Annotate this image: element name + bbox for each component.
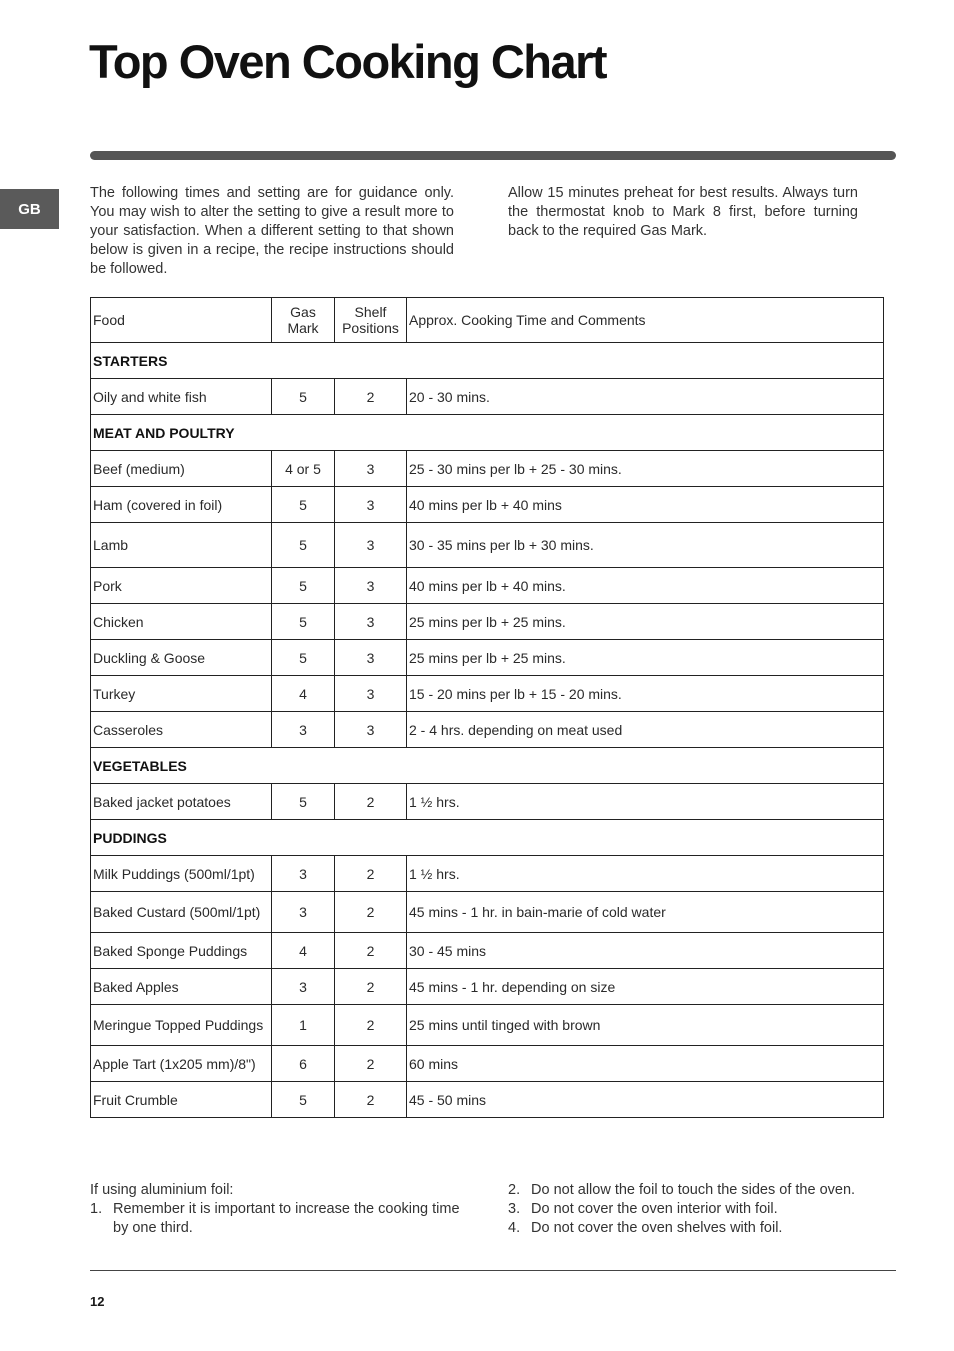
list-item-text: Do not cover the oven shelves with foil. xyxy=(531,1220,783,1236)
cell-shelf: 3 xyxy=(335,451,407,487)
section-label: VEGETABLES xyxy=(91,748,884,784)
cell-shelf: 2 xyxy=(335,1082,407,1118)
cell-food: Chicken xyxy=(91,604,272,640)
cell-shelf: 2 xyxy=(335,969,407,1005)
table-row xyxy=(91,712,884,748)
table-row xyxy=(91,487,884,523)
cell-shelf: 2 xyxy=(335,1046,407,1082)
cell-time: 25 mins until tinged with brown xyxy=(407,1005,884,1046)
cell-shelf: 2 xyxy=(335,933,407,969)
intro-left-text: The following times and setting are for guidance only. You may wish to alter the setting to give a result more to your satisfaction. When a different setting to that shown below is given in a recipe, the recipe instructions should be followed. xyxy=(90,185,454,277)
table-row xyxy=(91,969,884,1005)
cell-shelf: 3 xyxy=(335,568,407,604)
page-number: 12 xyxy=(90,1294,105,1309)
table-row xyxy=(91,1082,884,1118)
section-row-starters xyxy=(91,343,884,379)
cell-food: Pork xyxy=(91,568,272,604)
table-row xyxy=(91,523,884,568)
cell-gas-mark: 5 xyxy=(272,379,335,415)
table-row xyxy=(91,892,884,933)
section-label: STARTERS xyxy=(91,343,884,379)
cell-gas-mark: 5 xyxy=(272,604,335,640)
cell-food: Apple Tart (1x205 mm)/8") xyxy=(91,1046,272,1082)
cell-time: 1 ½ hrs. xyxy=(407,856,884,892)
title-divider xyxy=(90,151,896,160)
table-row xyxy=(91,676,884,712)
list-item-number: 4. xyxy=(508,1220,521,1236)
cell-time: 30 - 35 mins per lb + 30 mins. xyxy=(407,523,884,568)
cell-food: Meringue Topped Puddings xyxy=(91,1005,272,1046)
cell-time: 1 ½ hrs. xyxy=(407,784,884,820)
cell-food: Beef (medium) xyxy=(91,451,272,487)
list-item xyxy=(508,1219,898,1238)
cell-food: Turkey xyxy=(91,676,272,712)
list-item xyxy=(508,1181,898,1200)
list-item-text: Do not allow the foil to touch the sides of the oven. xyxy=(531,1182,856,1198)
cell-time: 2 - 4 hrs. depending on meat used xyxy=(407,712,884,748)
cell-shelf: 3 xyxy=(335,604,407,640)
cell-time: 15 - 20 mins per lb + 15 - 20 mins. xyxy=(407,676,884,712)
section-row-vegetables xyxy=(91,748,884,784)
cell-time: 60 mins xyxy=(407,1046,884,1082)
intro-right-text: Allow 15 minutes preheat for best results. Always turn the thermostat knob to Mark 8 first, before turning back to the required Gas Mark. xyxy=(508,185,858,239)
cell-gas-mark: 5 xyxy=(272,784,335,820)
cell-time: 20 - 30 mins. xyxy=(407,379,884,415)
cell-food: Casseroles xyxy=(91,712,272,748)
cooking-chart-table xyxy=(90,297,884,1118)
cell-gas-mark: 4 xyxy=(272,933,335,969)
cell-food: Oily and white fish xyxy=(91,379,272,415)
foil-heading: If using aluminium foil: xyxy=(90,1182,234,1198)
list-item xyxy=(90,1200,470,1238)
cell-time: 45 mins - 1 hr. in bain-marie of cold water xyxy=(407,892,884,933)
cell-shelf: 2 xyxy=(335,892,407,933)
footer-divider xyxy=(90,1270,896,1271)
section-row-meat-poultry xyxy=(91,415,884,451)
cell-food: Ham (covered in foil) xyxy=(91,487,272,523)
table-row xyxy=(91,1005,884,1046)
cell-food: Fruit Crumble xyxy=(91,1082,272,1118)
table-row xyxy=(91,1046,884,1082)
cell-gas-mark: 3 xyxy=(272,856,335,892)
table-row xyxy=(91,379,884,415)
cell-shelf: 3 xyxy=(335,523,407,568)
cell-gas-mark: 3 xyxy=(272,712,335,748)
cell-food: Lamb xyxy=(91,523,272,568)
table-row xyxy=(91,784,884,820)
cell-gas-mark: 1 xyxy=(272,1005,335,1046)
table-row xyxy=(91,933,884,969)
cell-time: 45 mins - 1 hr. depending on size xyxy=(407,969,884,1005)
table-row xyxy=(91,856,884,892)
foil-notes-right xyxy=(508,1181,898,1238)
cell-shelf: 3 xyxy=(335,640,407,676)
cell-gas-mark: 5 xyxy=(272,568,335,604)
cell-shelf: 3 xyxy=(335,676,407,712)
cell-time: 25 mins per lb + 25 mins. xyxy=(407,604,884,640)
list-item-text: Do not cover the oven interior with foil. xyxy=(531,1201,778,1217)
header-shelf-positions: Shelf Positions xyxy=(335,298,407,343)
foil-notes-left xyxy=(90,1181,470,1238)
cell-gas-mark: 4 xyxy=(272,676,335,712)
cell-gas-mark: 5 xyxy=(272,487,335,523)
cell-food: Baked Custard (500ml/1pt) xyxy=(91,892,272,933)
list-item-number: 1. xyxy=(90,1201,103,1217)
cell-shelf: 2 xyxy=(335,379,407,415)
list-item-number: 2. xyxy=(508,1182,521,1198)
cell-gas-mark: 5 xyxy=(272,1082,335,1118)
header-cooking-time: Approx. Cooking Time and Comments xyxy=(407,298,884,343)
section-label: MEAT AND POULTRY xyxy=(91,415,884,451)
header-food: Food xyxy=(91,298,272,343)
page-title: Top Oven Cooking Chart xyxy=(89,35,607,88)
table-row xyxy=(91,604,884,640)
table-row xyxy=(91,640,884,676)
cell-gas-mark: 3 xyxy=(272,969,335,1005)
cell-time: 45 - 50 mins xyxy=(407,1082,884,1118)
cell-time: 40 mins per lb + 40 mins xyxy=(407,487,884,523)
language-tab: GB xyxy=(0,189,59,229)
header-gas-mark: Gas Mark xyxy=(272,298,335,343)
cell-time: 25 mins per lb + 25 mins. xyxy=(407,640,884,676)
cell-gas-mark: 5 xyxy=(272,640,335,676)
list-item-number: 3. xyxy=(508,1201,521,1217)
cell-time: 30 - 45 mins xyxy=(407,933,884,969)
cell-shelf: 2 xyxy=(335,784,407,820)
cell-food: Baked Apples xyxy=(91,969,272,1005)
cell-food: Baked jacket potatoes xyxy=(91,784,272,820)
table-row xyxy=(91,568,884,604)
cell-shelf: 2 xyxy=(335,856,407,892)
cell-gas-mark: 5 xyxy=(272,523,335,568)
cell-gas-mark: 4 or 5 xyxy=(272,451,335,487)
cell-time: 25 - 30 mins per lb + 25 - 30 mins. xyxy=(407,451,884,487)
table-header-row xyxy=(91,298,884,343)
section-row-puddings xyxy=(91,820,884,856)
cell-shelf: 2 xyxy=(335,1005,407,1046)
cell-food: Duckling & Goose xyxy=(91,640,272,676)
cell-time: 40 mins per lb + 40 mins. xyxy=(407,568,884,604)
cell-shelf: 3 xyxy=(335,487,407,523)
section-label: PUDDINGS xyxy=(91,820,884,856)
cell-food: Baked Sponge Puddings xyxy=(91,933,272,969)
cell-food: Milk Puddings (500ml/1pt) xyxy=(91,856,272,892)
list-item-text: Remember it is important to increase the cooking time by one third. xyxy=(113,1201,460,1236)
cell-shelf: 3 xyxy=(335,712,407,748)
list-item xyxy=(508,1200,898,1219)
cell-gas-mark: 6 xyxy=(272,1046,335,1082)
table-row xyxy=(91,451,884,487)
cell-gas-mark: 3 xyxy=(272,892,335,933)
